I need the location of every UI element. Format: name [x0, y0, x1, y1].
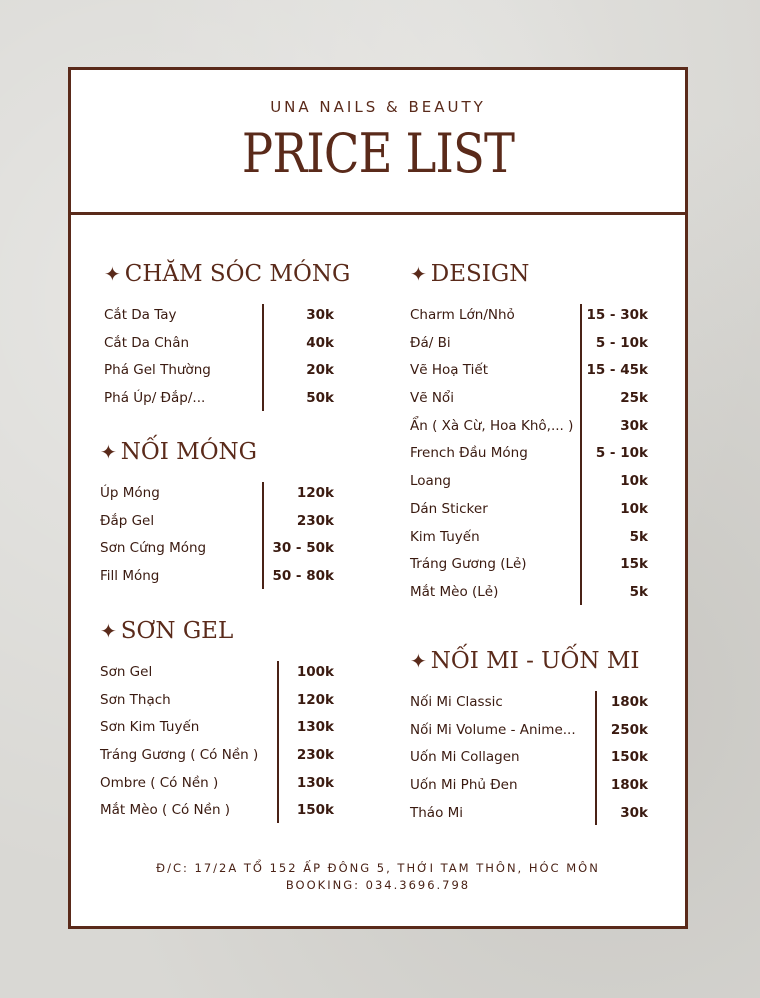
sparkle-icon: ✦	[100, 619, 117, 643]
list-item: Sơn Kim Tuyến 130k	[100, 719, 334, 736]
booking-phone: BOOKING: 034.3696.798	[285, 878, 471, 892]
list-item: Sơn Thạch 120k	[100, 691, 334, 708]
section-noi-mi-uon-mi	[410, 645, 648, 827]
sparkle-icon: ✦	[410, 262, 427, 286]
list-item: Phá Úp/ Đắp/... 50k	[104, 390, 334, 407]
price-list-card	[68, 67, 688, 929]
list-item: Úp Móng 120k	[100, 485, 334, 501]
list-item: Nối Mi Classic 180k	[410, 694, 648, 710]
list-item: Ẩn ( Xà Cừ, Hoa Khô,... ) 30k	[410, 417, 648, 434]
section-cham-soc-mong	[104, 258, 351, 413]
list-item: Vẽ Hoạ Tiết 15 - 45k	[410, 362, 648, 379]
list-item: Tháo Mi 30k	[410, 804, 648, 821]
list-item: Ombre ( Có Nền ) 130k	[100, 774, 334, 791]
list-item: Tráng Gương (Lẻ) 15k	[410, 556, 648, 573]
list-item: Sơn Cứng Móng 30 - 50k	[100, 540, 334, 557]
list-item: Nối Mi Volume - Anime... 250k	[410, 721, 648, 738]
list-item: Đá/ Bi 5 - 10k	[410, 334, 648, 351]
list-item: Cắt Da Tay 30k	[104, 307, 334, 323]
header	[71, 70, 685, 215]
section-son-gel	[100, 615, 334, 825]
list-item: Uốn Mi Phủ Đen 180k	[410, 777, 648, 794]
section-heading: ✦ NỐI MI - UỐN MI	[410, 648, 640, 674]
list-item: Sơn Gel 100k	[100, 664, 334, 680]
brand-name: UNA NAILS & BEAUTY	[270, 98, 486, 116]
list-item: Fill Móng 50 - 80k	[100, 568, 334, 585]
list-item: Kim Tuyến 5k	[410, 528, 648, 545]
list-item: Vẽ Nổi 25k	[410, 390, 648, 407]
list-item: Charm Lớn/Nhỏ 15 - 30k	[410, 307, 648, 323]
list-item: French Đầu Móng 5 - 10k	[410, 445, 648, 462]
list-item: Mắt Mèo (Lẻ) 5k	[410, 583, 648, 600]
section-heading: ✦ CHĂM SÓC MÓNG	[104, 261, 351, 287]
list-item: Phá Gel Thường 20k	[104, 362, 334, 379]
list-item: Dán Sticker 10k	[410, 500, 648, 517]
sparkle-icon: ✦	[410, 649, 427, 673]
section-heading: ✦ SƠN GEL	[100, 618, 234, 644]
address: Đ/C: 17/2A TỔ 152 ẤP ĐÔNG 5, THỚI TAM THÔN, HÓC MÔN	[156, 861, 600, 875]
section-heading: ✦ NỐI MÓNG	[100, 439, 258, 465]
sparkle-icon: ✦	[100, 440, 117, 464]
list-item: Tráng Gương ( Có Nền ) 230k	[100, 747, 334, 764]
footer	[71, 860, 685, 894]
section-noi-mong	[100, 436, 334, 591]
list-item: Đắp Gel 230k	[100, 512, 334, 529]
section-heading: ✦ DESIGN	[410, 261, 530, 287]
list-item: Mắt Mèo ( Có Nền ) 150k	[100, 802, 334, 819]
page-title: PRICE LIST	[241, 122, 515, 185]
list-item: Cắt Da Chân 40k	[104, 334, 334, 351]
list-item: Uốn Mi Collagen 150k	[410, 749, 648, 766]
section-design	[410, 258, 648, 607]
sparkle-icon: ✦	[104, 262, 121, 286]
list-item: Loang 10k	[410, 473, 648, 490]
